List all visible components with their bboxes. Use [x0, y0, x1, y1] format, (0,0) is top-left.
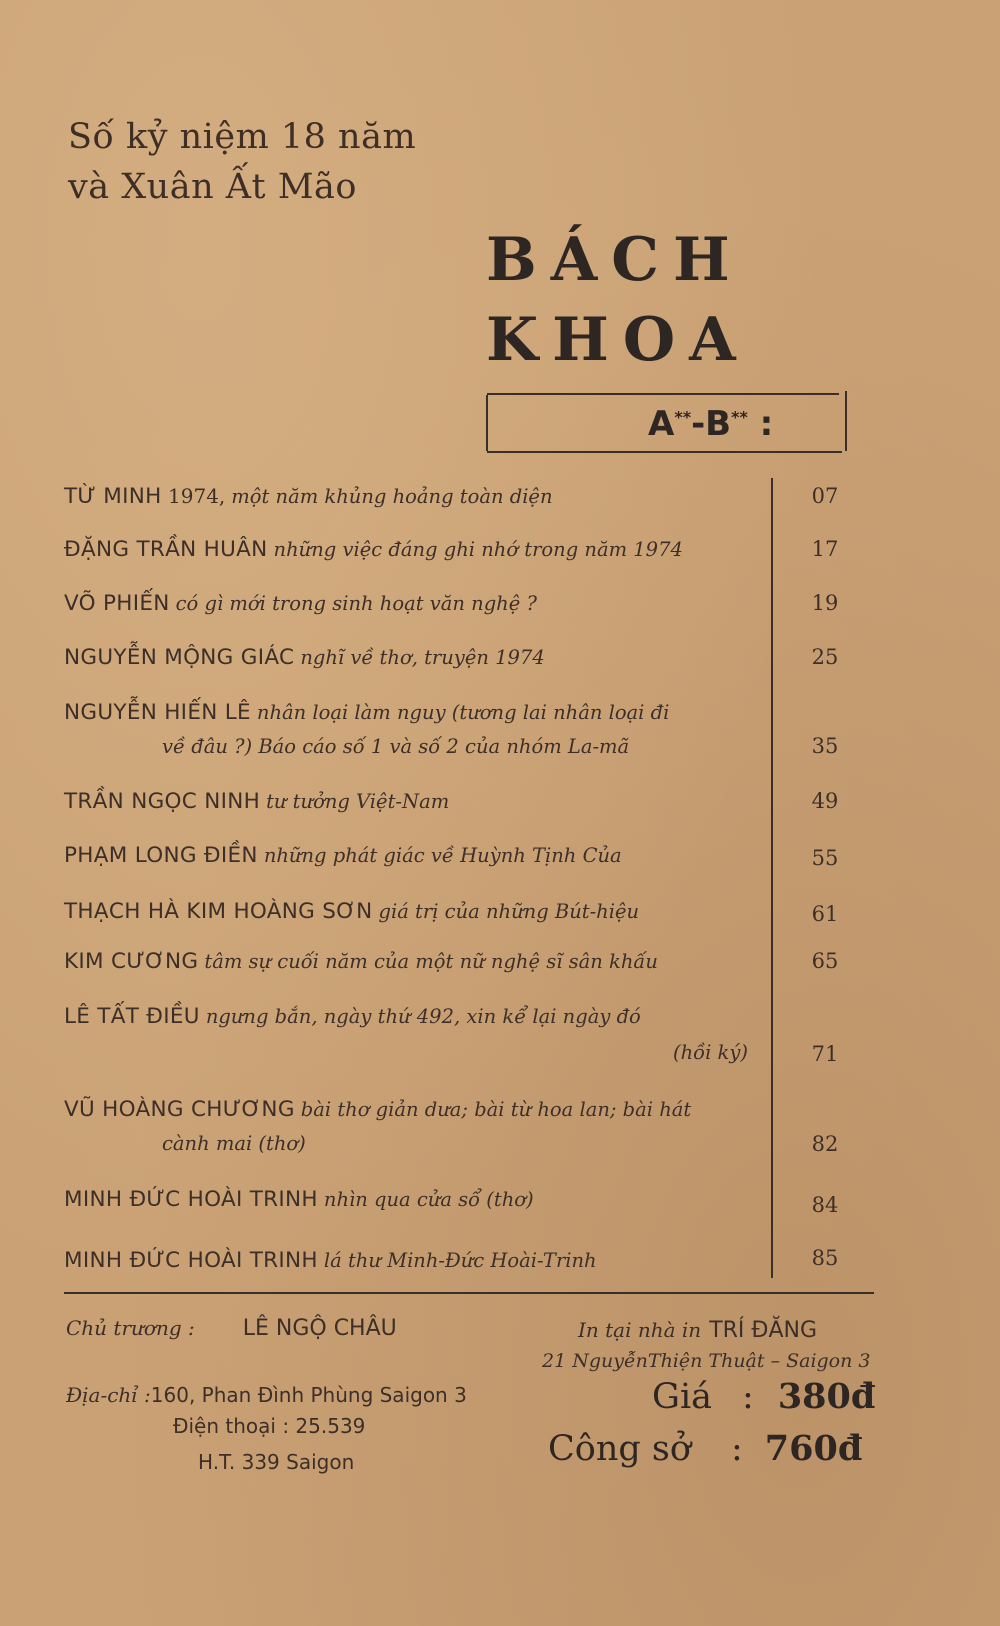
toc-title-continuation: về đâu ?) Báo cáo số 1 và số 2 của nhóm La-mã — [162, 735, 630, 758]
price-label: Giá — [652, 1377, 713, 1417]
masthead-line-2: KHOA — [486, 305, 750, 375]
series-frame-left — [486, 395, 488, 451]
director-name: LÊ NGỘ CHÂU — [242, 1316, 397, 1341]
toc-entry — [64, 843, 622, 868]
toc-author: VÕ PHIẾN — [64, 591, 170, 616]
toc-entry — [64, 537, 683, 562]
issue-subtitle-line-2: và Xuân Ất Mão — [68, 167, 357, 207]
series-frame-bottom — [487, 451, 842, 453]
toc-title: nhân loại làm nguy (tương lai nhân loại đi — [256, 701, 670, 724]
printer-label: In tại nhà in — [578, 1318, 702, 1342]
masthead-line-1: BÁCH — [486, 225, 744, 295]
toc-title: những phát giác về Huỳnh Tịnh Của — [263, 844, 622, 867]
series-frame-top — [487, 393, 839, 395]
printer-address: 21 NguyễnThiện Thuật – Saigon 3 — [542, 1350, 871, 1372]
official-price — [548, 1428, 862, 1469]
director — [66, 1316, 397, 1341]
official-price-label: Công sở — [548, 1429, 691, 1469]
toc-author: MINH ĐỨC HOÀI TRINH — [64, 1187, 318, 1212]
toc-page-number: 82 — [811, 1132, 839, 1156]
printer — [578, 1318, 817, 1343]
toc-title: lá thư Minh-Đức Hoài-Trinh — [323, 1249, 597, 1272]
printer-name: TRÍ ĐĂNG — [709, 1318, 817, 1343]
toc-entry — [64, 899, 639, 924]
toc-title: giá trị của những Bút-hiệu — [378, 900, 640, 923]
toc-page-number: 19 — [811, 591, 839, 615]
toc-page-number: 25 — [811, 645, 839, 669]
official-price-value: 760đ — [764, 1428, 863, 1469]
toc-title: tư tưởng Việt-Nam — [266, 790, 450, 813]
toc-page-number: 55 — [811, 846, 839, 870]
footer-divider — [64, 1292, 874, 1294]
series-frame-right — [845, 391, 847, 451]
toc-entry — [64, 789, 449, 814]
address-value: 160, Phan Đình Phùng Saigon 3 — [150, 1383, 467, 1407]
toc-page-number: 85 — [811, 1246, 839, 1270]
toc-title: bài thơ giản dưa; bài từ hoa lan; bài hát — [300, 1098, 692, 1121]
issue-subtitle-line-1: Số kỷ niệm 18 năm — [68, 117, 417, 157]
toc-page-number: 49 — [811, 789, 839, 813]
address — [66, 1383, 467, 1407]
toc-author: KIM CƯƠNG — [64, 949, 199, 974]
toc-entry — [64, 1097, 691, 1122]
toc-entry — [64, 645, 545, 670]
toc-title: những việc đáng ghi nhớ trong năm 1974 — [273, 538, 683, 561]
toc-author: MINH ĐỨC HOÀI TRINH — [64, 1248, 318, 1273]
toc-page-number: 84 — [811, 1193, 839, 1217]
toc-author: TRẦN NGỌC NINH — [64, 789, 261, 814]
toc-author: PHẠM LONG ĐIỀN — [64, 843, 258, 868]
toc-title-continuation: cành mai (thơ) — [162, 1132, 306, 1155]
toc-title: nhìn qua cửa sổ (thơ) — [323, 1188, 534, 1211]
toc-entry — [64, 1187, 534, 1212]
toc-entry — [64, 1248, 597, 1273]
toc-entry — [64, 591, 537, 616]
toc-author: LÊ TẤT ĐIỀU — [64, 1004, 200, 1029]
price — [652, 1376, 875, 1417]
toc-title-continuation: (hồi ký) — [673, 1041, 748, 1064]
official-price-separator: : — [730, 1429, 743, 1469]
toc-title: một năm khủng hoảng toàn diện — [231, 485, 553, 508]
toc-author: VŨ HOÀNG CHƯƠNG — [64, 1097, 295, 1122]
po-box: H.T. 339 Saigon — [198, 1450, 355, 1474]
toc-page-number: 61 — [811, 902, 839, 926]
issue-subtitle — [68, 112, 416, 212]
price-separator: : — [742, 1377, 754, 1417]
toc-divider — [771, 478, 773, 1278]
toc-title: có gì mới trong sinh hoạt văn nghệ ? — [175, 592, 537, 615]
director-label: Chủ trương : — [66, 1316, 195, 1340]
toc-page-number: 71 — [811, 1042, 839, 1066]
toc-author: THẠCH HÀ KIM HOÀNG SƠN — [64, 899, 373, 924]
toc-author: TỪ MINH — [64, 484, 162, 509]
toc-page-number: 07 — [811, 484, 839, 508]
series-label: A**-B** : — [648, 404, 774, 444]
toc-entry — [64, 949, 658, 974]
toc-author: ĐẶNG TRẦN HUÂN — [64, 537, 268, 562]
phone: Điện thoại : 25.539 — [173, 1414, 366, 1438]
address-label: Địa-chỉ : — [66, 1383, 151, 1407]
toc-page-number: 65 — [811, 949, 839, 973]
toc-title-year: 1974, — [161, 484, 226, 508]
toc-entry — [64, 484, 553, 509]
toc-author: NGUYỄN HIẾN LÊ — [64, 700, 251, 725]
toc-title: nghĩ về thơ, truyện 1974 — [300, 646, 545, 669]
toc-entry — [64, 1004, 641, 1029]
price-value: 380đ — [777, 1376, 876, 1417]
toc-title: ngưng bắn, ngày thứ 492, xin kể lại ngày đó — [205, 1005, 641, 1028]
toc-page-number: 17 — [811, 537, 839, 561]
toc-title: tâm sự cuối năm của một nữ nghệ sĩ sân khấu — [204, 950, 658, 973]
toc-entry — [64, 700, 669, 725]
toc-page-number: 35 — [811, 734, 839, 758]
toc-author: NGUYỄN MỘNG GIÁC — [64, 645, 295, 670]
